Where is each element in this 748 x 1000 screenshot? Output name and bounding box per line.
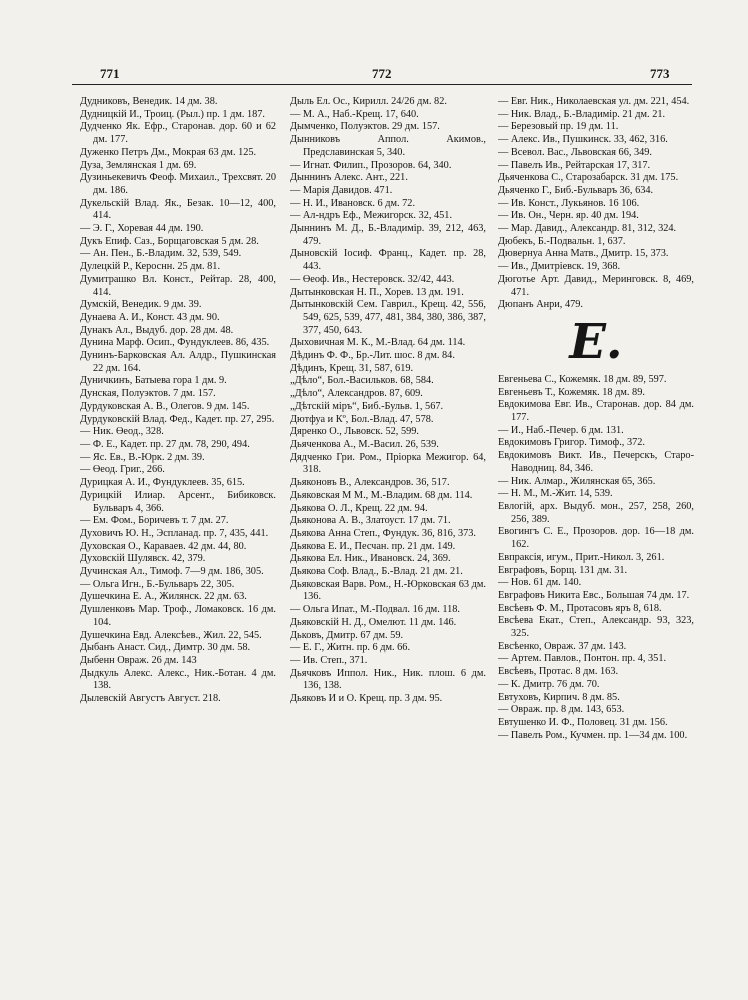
directory-entry: Евогингъ С. Е., Прозоров. дор. 16—18 дм. 162. bbox=[498, 526, 694, 551]
directory-entry: Дудницкій И., Троиц. (Рыл.) пр. 1 дм. 187. bbox=[80, 108, 266, 120]
directory-entry: Дукельскій Влад. Як., Безак. 10—12, 400, 414. bbox=[80, 197, 276, 222]
directory-entry: Дьяченкова А., М.-Васил. 26, 539. bbox=[290, 438, 439, 450]
directory-entry: Дьяконова А. В., Златоуст. 17 дм. 71. bbox=[290, 515, 451, 527]
directory-entry: — Всевол. Вас., Львовская 66, 349. bbox=[498, 146, 653, 158]
directory-entry: Евлогій, арх. Выдуб. мон., 257, 258, 260, 256, 389. bbox=[498, 500, 694, 525]
directory-entry: — Н. М., М.-Жит. 14, 539. bbox=[498, 488, 613, 500]
directory-entry: Дюготье Арт. Давид., Меринговск. 8, 469, 471. bbox=[498, 273, 694, 298]
directory-entry: Дьяковъ И и О. Крещ. пр. 3 дм. 95. bbox=[290, 693, 443, 705]
directory-entry: Думитрашко Вл. Конст., Рейтар. 28, 400, 414. bbox=[80, 273, 276, 298]
directory-entry: Дьякова Ел. Ник., Ивановск. 24, 369. bbox=[290, 553, 451, 565]
directory-entry: Евдокимовъ Григор. Тимоф., 372. bbox=[498, 437, 645, 449]
directory-entry: Дыховичная М. К., М.-Влад. 64 дм. 114. bbox=[290, 337, 466, 349]
page-number-center: 772 bbox=[372, 66, 392, 81]
directory-entry: — Артем. Павлов., Понтон. пр. 4, 351. bbox=[498, 653, 667, 665]
directory-entry: Дулецкій Р., Кероснн. 25 дм. 81. bbox=[80, 261, 221, 273]
directory-entry: Дылевскій Августъ Август. 218. bbox=[80, 693, 221, 705]
directory-entry: — Ан. Пен., Б.-Владим. 32, 539, 549. bbox=[80, 248, 242, 260]
directory-entry: Евтуховъ, Кирпич. 8 дм. 85. bbox=[498, 691, 620, 703]
directory-entry: Дытынковскій Сем. Гаврил., Крещ. 42, 556, 549, 625, 539, 477, 481, 384, 380, 386, 387, 377, 450, 643. bbox=[290, 299, 486, 336]
directory-entry: Дунаева А. И., Конст. 43 дм. 90. bbox=[80, 311, 220, 323]
directory-entry: — Ник. Влад., Б.-Владимір. 21 дм. 21. bbox=[498, 108, 666, 120]
directory-entry: Духовская О., Караваев. 42 дм. 44, 80. bbox=[80, 540, 247, 552]
directory-entry: Евтушенко И. Ф., Половец. 31 дм. 156. bbox=[498, 716, 668, 728]
directory-entry: Дьяковскій Н. Д., Омелют. 11 дм. 146. bbox=[290, 616, 457, 628]
directory-entry: — К. Дмитр. 76 дм. 70. bbox=[498, 678, 600, 690]
directory-entry: Дьячковъ Иппол. Ник., Ник. плош. 6 дм. 136, 138. bbox=[290, 667, 486, 692]
column-left bbox=[80, 96, 276, 706]
directory-entry: Дытынковская Н. П., Хорев. 13 дм. 191. bbox=[290, 286, 464, 298]
directory-entry: — Өеоф. Ив., Нестеровск. 32/42, 443. bbox=[290, 273, 455, 285]
directory-entry: Евсѣенко, Овраж. 37 дм. 143. bbox=[498, 640, 627, 652]
directory-entry: Евсѣева Екат., Степ., Александр. 93, 323, 325. bbox=[498, 615, 694, 640]
directory-entry: — Ал-ндръ Еф., Межигорск. 32, 451. bbox=[290, 210, 453, 222]
directory-entry: — Е. Г., Житн. пр. 6 дм. 66. bbox=[290, 642, 411, 654]
directory-entry: — Березовый пр. 19 дм. 11. bbox=[498, 121, 619, 133]
directory-entry: — Ем. Фом., Боричевъ т. 7 дм. 27. bbox=[80, 515, 229, 527]
directory-entry: — Марія Давидов. 471. bbox=[290, 184, 393, 196]
directory-entry: Евграфовъ, Борщ. 131 дм. 31. bbox=[498, 564, 628, 576]
directory-entry: Дудченко Як. Ефр., Старонав. дор. 60 и 62 дм. 177. bbox=[80, 121, 276, 146]
directory-entry: Евсѣевъ, Протас. 8 дм. 163. bbox=[498, 666, 619, 678]
directory-entry: Дьяченкова С., Старозабарск. 31 дм. 175. bbox=[498, 172, 679, 184]
directory-entry: Дьякова О. Л., Крещ. 22 дм. 94. bbox=[290, 502, 428, 514]
directory-entry: Дуза, Землянская 1 дм. 69. bbox=[80, 159, 197, 171]
directory-entry: Евдокимовъ Викт. Ив., Печерскъ, Старо-Наводниц. 84, 346. bbox=[498, 450, 694, 474]
directory-entry: — Өеод. Григ., 266. bbox=[80, 464, 165, 476]
directory-entry: Дыннинъ Алекс. Ант., 221. bbox=[290, 172, 408, 184]
directory-entry: Дѣдинъ Ф. Ф., Бр.-Лит. шос. 8 дм. 84. bbox=[290, 350, 455, 362]
directory-entry: — Павелъ Ром., Кучмен. пр. 1—34 дм. 100. bbox=[498, 729, 688, 741]
directory-entry: — Ольга Игн., Б.-Бульваръ 22, 305. bbox=[80, 578, 235, 590]
directory-entry: — Э. Г., Хоревая 44 дм. 190. bbox=[80, 223, 204, 235]
directory-entry: — Мар. Давид., Александр. 81, 312, 324. bbox=[498, 223, 677, 235]
directory-entry: Евдокимова Евг. Ив., Старонав. дор. 84 дм. 177. bbox=[498, 399, 694, 424]
directory-entry: — Алекс. Ив., Пушкинск. 33, 462, 316. bbox=[498, 134, 668, 146]
directory-entry: Думскій, Венедик. 9 дм. 39. bbox=[80, 299, 202, 311]
directory-entry: Дыннинъ М. Д., Б.-Владимір. 39, 212, 463, 479. bbox=[290, 223, 486, 247]
directory-entry: Дюпанъ Анри, 479. bbox=[498, 299, 583, 311]
directory-entry: Дювернуа Анна Матв., Дмитр. 15, 373. bbox=[498, 248, 669, 260]
column-right bbox=[498, 96, 694, 742]
directory-entry: Дунинъ-Барковская Ал. Алдр., Пушкинская 22 дм. 164. bbox=[80, 350, 276, 374]
directory-entry: Дуженко Петръ Дм., Мокрая 63 дм. 125. bbox=[80, 146, 257, 158]
directory-entry: „Дѣло“, Бол.-Васильков. 68, 584. bbox=[290, 375, 434, 387]
directory-entry: — Ив. Он., Черн. яр. 40 дм. 194. bbox=[498, 210, 639, 222]
directory-entry: Дьякова Е. И., Песчан. пр. 21 дм. 149. bbox=[290, 540, 456, 552]
directory-entry: Дурицкая А. И., Фундуклеев. 35, 615. bbox=[80, 477, 245, 489]
directory-entry: — Евг. Ник., Николаевская ул. дм. 221, 454. bbox=[498, 96, 690, 107]
directory-entry: — Ник. Өеод., 328. bbox=[80, 426, 164, 438]
directory-entry: — Ив. Степ., 371. bbox=[290, 654, 368, 666]
directory-entry: — Ив., Дмитріевск. 19, 368. bbox=[498, 261, 621, 273]
directory-entry: Душечкина Е. А., Жилянск. 22 дм. 63. bbox=[80, 591, 247, 603]
directory-entry: Духовичъ Ю. Н., Эспланад. пр. 7, 435, 441. bbox=[80, 527, 269, 539]
directory-entry: Дымченко, Полуэктов. 29 дм. 157. bbox=[290, 121, 440, 133]
page-header bbox=[72, 66, 692, 84]
directory-entry: Евсѣевъ Ф. М., Протасовъ яръ 8, 618. bbox=[498, 602, 662, 614]
directory-entry: „Дѣло“, Александров. 87, 609. bbox=[290, 388, 423, 400]
directory-entry: Дудниковъ, Венедик. 14 дм. 38. bbox=[80, 96, 218, 107]
column-right-entries-d bbox=[498, 96, 694, 312]
directory-entry: Дыбанъ Анаст. Сид., Димтр. 30 дм. 58. bbox=[80, 642, 251, 654]
directory-entry: Дьяковская М М., М.-Владим. 68 дм. 114. bbox=[290, 489, 473, 501]
directory-entry: Дурицкій Илиар. Арсент., Бибиковск. Бульваръ 4, 366. bbox=[80, 489, 276, 514]
directory-entry: „Дѣтскій міръ“, Биб.-Бульв. 1, 567. bbox=[290, 400, 444, 412]
column-right-entries-e bbox=[498, 374, 694, 742]
directory-entry: Душечкина Евд. Алексѣев., Жил. 22, 545. bbox=[80, 629, 262, 641]
directory-entry: Евгеньевъ Т., Кожемяк. 18 дм. 89. bbox=[498, 386, 645, 398]
directory-entry: Дьяконовъ В., Александров. 36, 517. bbox=[290, 477, 450, 489]
directory-entry: — Игнат. Филип., Прозоров. 64, 340. bbox=[290, 159, 452, 171]
directory-entry: Дьяковская Варв. Ром., Н.-Юрковская 63 дм. 136. bbox=[290, 578, 486, 603]
directory-entry: — Ник. Алмар., Жилянская 65, 365. bbox=[498, 475, 656, 487]
directory-entry: Дыль Ел. Ос., Кирилл. 24/26 дм. 82. bbox=[290, 96, 447, 107]
directory-entry: — Овраж. пр. 8 дм. 143, 653. bbox=[498, 704, 625, 716]
directory-entry: Дядченко Гри. Ром., Пріорка Межигор. 64, 318. bbox=[290, 451, 486, 476]
directory-entry: Евпраксія, игум., Прит.-Никол. 3, 261. bbox=[498, 551, 665, 563]
directory-entry: Дюбекъ, Б.-Подвальн. 1, 637. bbox=[498, 235, 626, 247]
section-letter-heading: Е. bbox=[569, 313, 623, 370]
directory-entry: Дьякова Соф. Влад., Б.-Влад. 21 дм. 21. bbox=[290, 566, 463, 578]
directory-entry: Дунакъ Ал., Выдуб. дор. 28 дм. 48. bbox=[80, 324, 234, 336]
directory-entry: — М. А., Наб.-Крещ. 17, 640. bbox=[290, 108, 419, 120]
header-rule bbox=[72, 84, 692, 85]
page-number-left: 771 bbox=[100, 66, 120, 81]
directory-entry: Дурдуковскій Влад. Фед., Кадет. пр. 27, 295. bbox=[80, 413, 275, 425]
directory-entry: Дьякова Анна Степ., Фундук. 36, 816, 373. bbox=[290, 527, 476, 539]
directory-entry: Дурдуковская А. В., Олегов. 9 дм. 145. bbox=[80, 400, 250, 412]
directory-entry: — Ольга Ипат., М.-Подвал. 16 дм. 118. bbox=[290, 604, 460, 616]
directory-entry: — Павелъ Ив., Рейтарская 17, 317. bbox=[498, 159, 651, 171]
directory-entry: — Ф. Е., Кадет. пр. 27 дм. 78, 290, 494. bbox=[80, 438, 250, 450]
directory-entry: Дуничкинъ, Батыева гора 1 дм. 9. bbox=[80, 375, 227, 387]
directory-entry: Дыновскій Іосиф. Франц., Кадет. пр. 28, 443. bbox=[290, 248, 486, 273]
directory-entry: Дынниковъ Аппол. Акимов., Предславинская 5, 340. bbox=[290, 134, 486, 158]
directory-entry: — Н. И., Ивановск. 6 дм. 72. bbox=[290, 197, 416, 209]
column-center bbox=[290, 96, 486, 706]
directory-entry: — Ив. Конст., Лукьянов. 16 106. bbox=[498, 197, 640, 209]
directory-entry: Дьяченко Г., Биб.-Бульваръ 36, 634. bbox=[498, 184, 654, 196]
directory-entry: Евграфовъ Никита Евс., Большая 74 дм. 17. bbox=[498, 589, 690, 601]
directory-entry: Дунская, Полуэктов. 7 дм. 157. bbox=[80, 388, 216, 400]
directory-entry: Дыдкуль Алекс. Алекс., Ник.-Ботан. 4 дм. 138. bbox=[80, 667, 276, 692]
directory-entry: Дыбенн Овраж. 26 дм. 143 bbox=[80, 654, 197, 666]
page-number-right: 773 bbox=[650, 66, 670, 81]
directory-entry: Евгеньева С., Кожемяк. 18 дм. 89, 597. bbox=[498, 373, 667, 385]
directory-entry: Духовскій Шулявск. 42, 379. bbox=[80, 553, 206, 565]
directory-entry: Душленковъ Мар. Троф., Ломаковск. 16 дм. 104. bbox=[80, 604, 276, 628]
directory-entry: Дузиньекевичъ Феоф. Михаил., Трехсвят. 20 дм. 186. bbox=[80, 172, 276, 196]
directory-entry: Дукъ Епиф. Саз., Борщаговская 5 дм. 28. bbox=[80, 235, 259, 247]
directory-entry: — Нов. 61 дм. 140. bbox=[498, 577, 582, 589]
directory-entry: Дьковъ, Дмитр. 67 дм. 59. bbox=[290, 629, 404, 641]
directory-entry: Дѣдинъ, Крещ. 31, 587, 619. bbox=[290, 362, 414, 374]
directory-entry: Дунина Марф. Осип., Фундуклеев. 86, 435. bbox=[80, 337, 270, 349]
directory-entry: Дютфуа и Кº, Бол.-Влад. 47, 578. bbox=[290, 413, 434, 425]
directory-entry: Дяренко О., Львовск. 52, 599. bbox=[290, 426, 419, 438]
directory-entry: Дучинская Ал., Тимоф. 7—9 дм. 186, 305. bbox=[80, 566, 264, 578]
directory-entry: — И., Наб.-Печер. 6 дм. 131. bbox=[498, 424, 624, 436]
directory-entry: — Яс. Ев., В.-Юрк. 2 дм. 39. bbox=[80, 451, 205, 463]
